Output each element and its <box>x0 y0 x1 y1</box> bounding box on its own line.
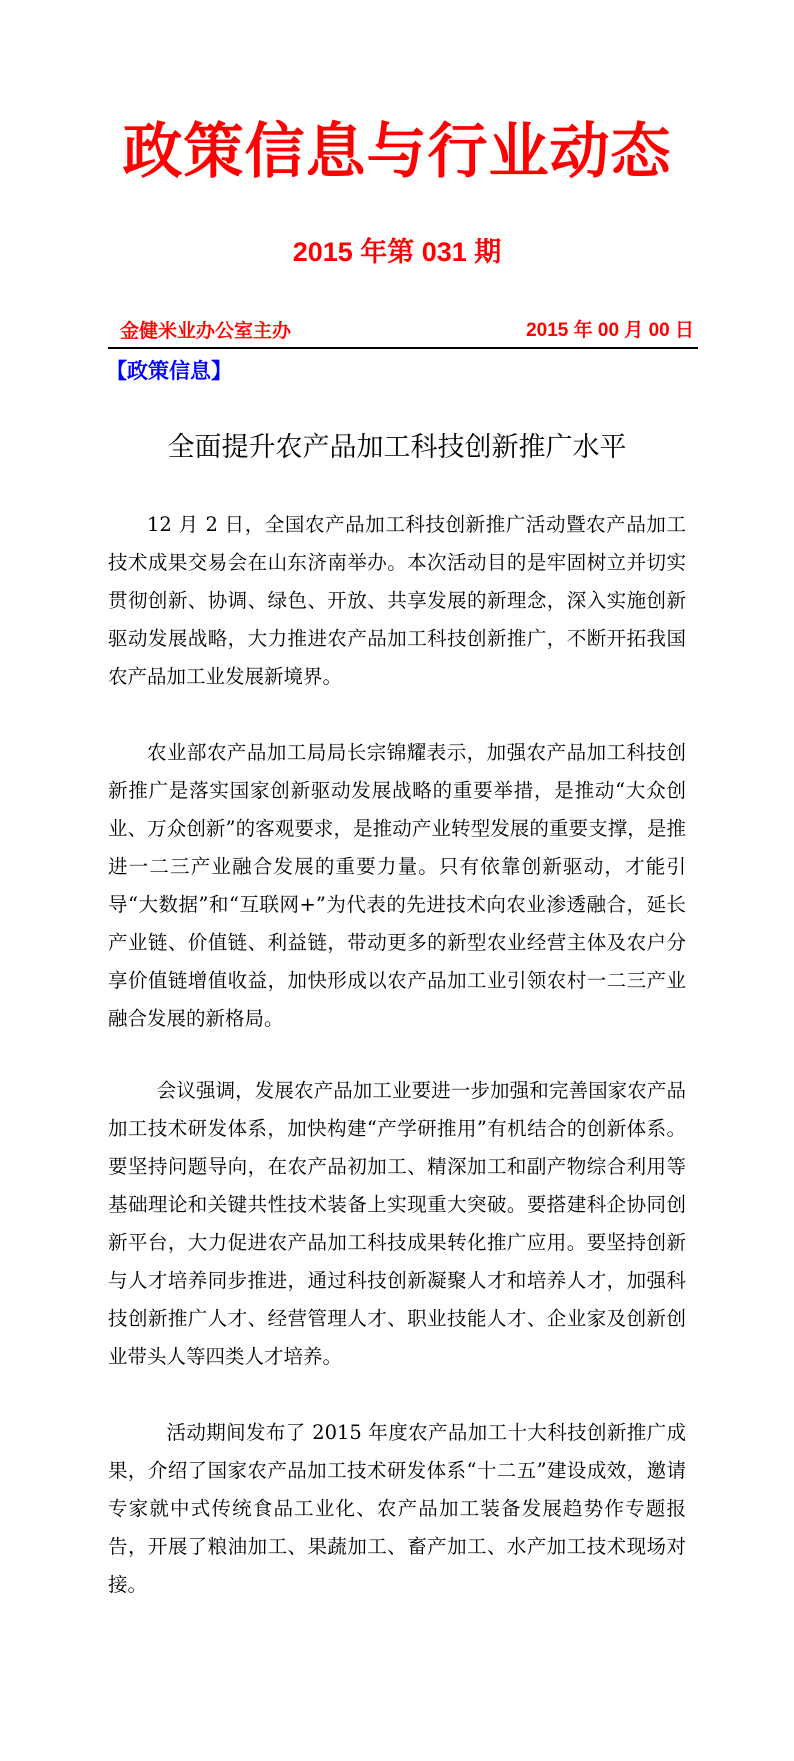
section-tag: 【政策信息】 <box>106 359 232 383</box>
issue-number: 2015 年第 031 期 <box>292 237 502 267</box>
article-paragraph-1: 12 月 2 日，全国农产品加工科技创新推广活动暨农产品加工技术成果交易会在山东济南举办。本次活动目的是牢固树立并切实贯彻创新、协调、绿色、开放、共享发展的新理念，深入实施创新驱动发展战略，大力推进农产品加工科技创新推广，不断开拓我国农产品加工业发展新境界。 <box>108 513 686 688</box>
article-paragraph-3: 会议强调，发展农产品加工业要进一步加强和完善国家农产品加工技术研发体系，加快构建“产学研推用”有机结合的创新体系。要坚持问题导向，在农产品初加工、精深加工和副产物综合利用等基础理论和关键共性技术装备上实现重大突破。要搭建科企协同创新平台，大力促进农产品加工科技成果转化推广应用。要坚持创新与人才培养同步推进，通过科技创新凝聚人才和培养人才，加强科技创新推广人才、经营管理人才、职业技能人才、企业家及创新创业带头人等四类人才培养。 <box>108 1079 686 1368</box>
article-paragraph-2: 农业部农产品加工局局长宗锦耀表示，加强农产品加工科技创新推广是落实国家创新驱动发展战略的重要举措，是推动“大众创业、万众创新”的客观要求，是推动产业转型发展的重要支撑，是推进一二三产业融合发展的重要力量。只有依靠创新驱动，才能引导“大数据”和“互联网+”为代表的先进技术向农业渗透融合，延长产业链、价值链、利益链，带动更多的新型农业经营主体及农户分享价值链增值收益，加快形成以农产品加工业引领农村一二三产业融合发展的新格局。 <box>108 741 686 1030</box>
masthead-title: 政策信息与行业动态 <box>122 117 672 187</box>
article-paragraph-4: 活动期间发布了 2015 年度农产品加工十大科技创新推广成果，介绍了国家农产品加工技术研发体系“十二五”建设成效，邀请专家就中式传统食品工业化、农产品加工装备发展趋势作专题报告，开展了粮油加工、果蔬加工、畜产加工、水产加工技术现场对接。 <box>108 1421 686 1596</box>
header-divider <box>108 347 698 349</box>
host-organization: 金健米业办公室主办 <box>120 320 292 342</box>
article-title: 全面提升农产品加工科技创新推广水平 <box>167 432 627 463</box>
issue-date: 2015 年 00 月 00 日 <box>526 320 694 341</box>
